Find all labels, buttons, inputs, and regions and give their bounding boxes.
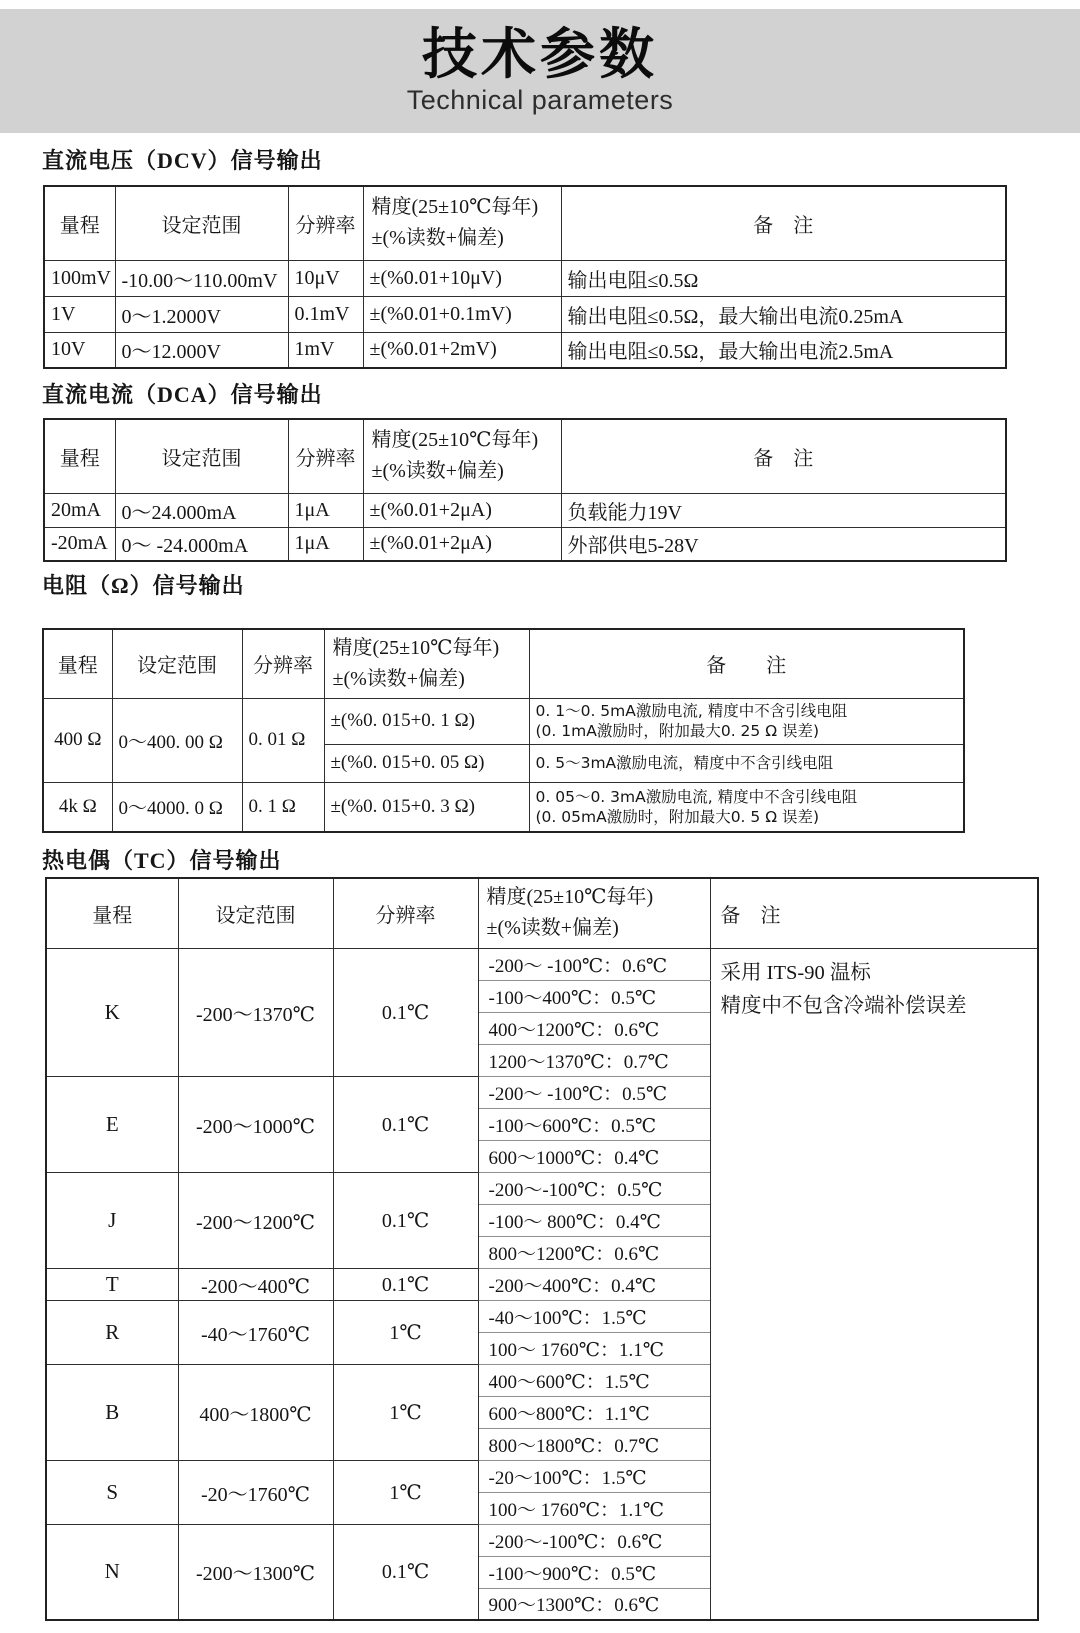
set-range-cell: -40～1760℃ (178, 1300, 333, 1364)
dcv-header-range: 量程 (44, 186, 115, 260)
dca-header-set-range: 设定范围 (115, 419, 288, 493)
accuracy-cell: 1200～1370℃：0.7℃ (478, 1044, 710, 1076)
set-range-cell: -200～1300℃ (178, 1524, 333, 1620)
accuracy-cell: ±(%0.01+2μA) (363, 527, 561, 561)
accuracy-cell: 600～1000℃：0.4℃ (478, 1140, 710, 1172)
dcv-row-100mv (44, 260, 1006, 296)
set-range-cell: 0～24.000mA (115, 493, 288, 527)
tc-remark-line2: 精度中不包含冷端补偿误差 (720, 994, 967, 1017)
dcv-header-row (44, 186, 1006, 260)
set-range-cell: -200～400℃ (178, 1268, 333, 1300)
dca-header-remark: 备 注 (561, 419, 1006, 493)
dca-table (43, 418, 1007, 562)
tc-header-range: 量程 (46, 878, 178, 948)
range-cell: 20mA (44, 493, 115, 527)
range-cell: 400 Ω (43, 698, 112, 782)
res-header-resolution: 分辨率 (242, 629, 324, 698)
accuracy-cell: -100～600℃：0.5℃ (478, 1108, 710, 1140)
set-range-cell: -200～1000℃ (178, 1076, 333, 1172)
set-range-cell: -200～1370℃ (178, 948, 333, 1076)
remark-line1: 0. 05～0. 3mA激励电流, 精度中不含引线电阻 (535, 787, 858, 806)
accuracy-cell: -200～400℃：0.4℃ (478, 1268, 710, 1300)
resolution-cell: 0.1℃ (333, 1172, 478, 1268)
accuracy-cell: ±(%0.01+0.1mV) (363, 296, 561, 332)
accuracy-cell: -200～ -100℃：0.6℃ (478, 948, 710, 980)
res-header-range: 量程 (43, 629, 112, 698)
res-header-accuracy-line1: 精度(25±10℃每年) (332, 636, 500, 659)
accuracy-cell: -40～100℃：1.5℃ (478, 1300, 710, 1332)
res-header-accuracy-line2: ±(%读数+偏差) (332, 667, 465, 690)
set-range-cell: -10.00～110.00mV (115, 260, 288, 296)
page-title: 技术参数 (421, 23, 658, 85)
resolution-cell: 1℃ (333, 1460, 478, 1524)
set-range-cell: 0～4000. 0 Ω (112, 782, 242, 832)
accuracy-cell: 800～1200℃：0.6℃ (478, 1236, 710, 1268)
dcv-header-accuracy-line2: ±(%读数+偏差) (371, 227, 504, 250)
resolution-cell: 1℃ (333, 1364, 478, 1460)
remark-cell: 负载能力19V (561, 493, 1006, 527)
remark-cell (529, 744, 964, 782)
tc-type-cell: J (46, 1172, 178, 1268)
dcv-header-accuracy-line1: 精度(25±10℃每年) (371, 196, 539, 219)
tc-row-K (46, 948, 1038, 980)
accuracy-cell: ±(%0. 015+0. 3 Ω) (324, 782, 529, 832)
tc-type-cell: T (46, 1268, 178, 1300)
range-cell: 10V (44, 332, 115, 368)
dca-header-accuracy (363, 419, 561, 493)
accuracy-cell: -200～-100℃：0.5℃ (478, 1172, 710, 1204)
accuracy-cell: 100～ 1760℃：1.1℃ (478, 1492, 710, 1524)
page-header-band (0, 9, 1080, 133)
range-cell: -20mA (44, 527, 115, 561)
page-subtitle: Technical parameters (406, 85, 674, 115)
dca-header-range: 量程 (44, 419, 115, 493)
tc-table (45, 877, 1039, 1621)
remark-line1: 0. 5～3mA激励电流，精度中不含引线电阻 (535, 754, 834, 772)
resolution-cell: 1μA (288, 493, 363, 527)
tc-header-accuracy-line2: ±(%读数+偏差) (486, 917, 619, 940)
remark-cell: 输出电阻≤0.5Ω (561, 260, 1006, 296)
resolution-cell: 0.1℃ (333, 948, 478, 1076)
resolution-cell: 0.1℃ (333, 1268, 478, 1300)
dca-header-row (44, 419, 1006, 493)
range-cell: 1V (44, 296, 115, 332)
set-range-cell: -200～1200℃ (178, 1172, 333, 1268)
resolution-cell: 1μA (288, 527, 363, 561)
dcv-header-accuracy (363, 186, 561, 260)
tc-type-cell: B (46, 1364, 178, 1460)
res-header-accuracy (324, 629, 529, 698)
remark-cell (529, 698, 964, 744)
dcv-row-10v (44, 332, 1006, 368)
dcv-header-remark: 备 注 (561, 186, 1006, 260)
accuracy-cell: ±(%0.01+10μV) (363, 260, 561, 296)
accuracy-cell: ±(%0. 015+0. 1 Ω) (324, 698, 529, 744)
set-range-cell: 0～400. 00 Ω (112, 698, 242, 782)
resolution-cell: 0. 1 Ω (242, 782, 324, 832)
accuracy-cell: ±(%0. 015+0. 05 Ω) (324, 744, 529, 782)
remark-cell (529, 782, 964, 832)
remark-line2: (0. 05mA激励时，附加最大0. 5 Ω 误差) (535, 807, 820, 826)
resolution-cell: 0. 01 Ω (242, 698, 324, 782)
resolution-cell: 10μV (288, 260, 363, 296)
set-range-cell: 400～1800℃ (178, 1364, 333, 1460)
section-title-tc: 热电偶（TC）信号输出 (42, 848, 282, 873)
set-range-cell: 0～12.000V (115, 332, 288, 368)
section-title-dca: 直流电流（DCA）信号输出 (42, 382, 323, 407)
accuracy-cell: -200～-100℃：0.6℃ (478, 1524, 710, 1556)
accuracy-cell: ±(%0.01+2mV) (363, 332, 561, 368)
tc-type-cell: S (46, 1460, 178, 1524)
tc-header-remark: 备 注 (710, 878, 1038, 948)
resolution-cell: 0.1℃ (333, 1076, 478, 1172)
accuracy-cell: -100～900℃：0.5℃ (478, 1556, 710, 1588)
tc-type-cell: K (46, 948, 178, 1076)
remark-cell: 外部供电5-28V (561, 527, 1006, 561)
res-header-row (43, 629, 964, 698)
accuracy-cell: 400～1200℃：0.6℃ (478, 1012, 710, 1044)
resolution-cell: 1℃ (333, 1300, 478, 1364)
accuracy-cell: 800～1800℃：0.7℃ (478, 1428, 710, 1460)
accuracy-cell: 900～1300℃：0.6℃ (478, 1588, 710, 1620)
range-cell: 100mV (44, 260, 115, 296)
accuracy-cell: ±(%0.01+2μA) (363, 493, 561, 527)
dcv-header-set-range: 设定范围 (115, 186, 288, 260)
tc-remark-cell (710, 948, 1038, 1620)
tc-header-accuracy (478, 878, 710, 948)
remark-cell: 输出电阻≤0.5Ω，最大输出电流2.5mA (561, 332, 1006, 368)
range-cell: 4k Ω (43, 782, 112, 832)
tc-remark-line1: 采用 ITS-90 温标 (720, 961, 871, 984)
dcv-row-1v (44, 296, 1006, 332)
resistance-table (42, 628, 965, 833)
tc-header-set-range: 设定范围 (178, 878, 333, 948)
dca-row-neg20ma (44, 527, 1006, 561)
remark-cell: 输出电阻≤0.5Ω，最大输出电流0.25mA (561, 296, 1006, 332)
tc-type-cell: E (46, 1076, 178, 1172)
accuracy-cell: 100～ 1760℃：1.1℃ (478, 1332, 710, 1364)
dca-header-resolution: 分辨率 (288, 419, 363, 493)
remark-line2: (0. 1mA激励时，附加最大0. 25 Ω 误差) (535, 722, 820, 740)
dca-header-accuracy-line2: ±(%读数+偏差) (371, 460, 504, 483)
remark-line1: 0. 1～0. 5mA激励电流, 精度中不含引线电阻 (535, 702, 848, 720)
set-range-cell: 0～ -24.000mA (115, 527, 288, 561)
res-row-4kohm (43, 782, 964, 832)
dcv-table (43, 185, 1007, 369)
accuracy-cell: -20～100℃：1.5℃ (478, 1460, 710, 1492)
tc-header-resolution: 分辨率 (333, 878, 478, 948)
set-range-cell: 0～1.2000V (115, 296, 288, 332)
res-header-remark: 备 注 (529, 629, 964, 698)
resolution-cell: 0.1mV (288, 296, 363, 332)
tc-type-cell: N (46, 1524, 178, 1620)
dca-row-20ma (44, 493, 1006, 527)
tc-type-cell: R (46, 1300, 178, 1364)
set-range-cell: -20～1760℃ (178, 1460, 333, 1524)
accuracy-cell: 600～800℃：1.1℃ (478, 1396, 710, 1428)
section-title-dcv: 直流电压（DCV）信号输出 (42, 148, 323, 173)
res-row-400ohm-a (43, 698, 964, 744)
resolution-cell: 0.1℃ (333, 1524, 478, 1620)
accuracy-cell: -100～400℃：0.5℃ (478, 980, 710, 1012)
resolution-cell: 1mV (288, 332, 363, 368)
section-title-resistance: 电阻（Ω）信号输出 (42, 573, 245, 598)
tc-header-accuracy-line1: 精度(25±10℃每年) (486, 886, 654, 909)
dcv-header-resolution: 分辨率 (288, 186, 363, 260)
accuracy-cell: 400～600℃：1.5℃ (478, 1364, 710, 1396)
tc-header-row (46, 878, 1038, 948)
accuracy-cell: -200～ -100℃：0.5℃ (478, 1076, 710, 1108)
accuracy-cell: -100～ 800℃：0.4℃ (478, 1204, 710, 1236)
dca-header-accuracy-line1: 精度(25±10℃每年) (371, 429, 539, 452)
res-header-set-range: 设定范围 (112, 629, 242, 698)
